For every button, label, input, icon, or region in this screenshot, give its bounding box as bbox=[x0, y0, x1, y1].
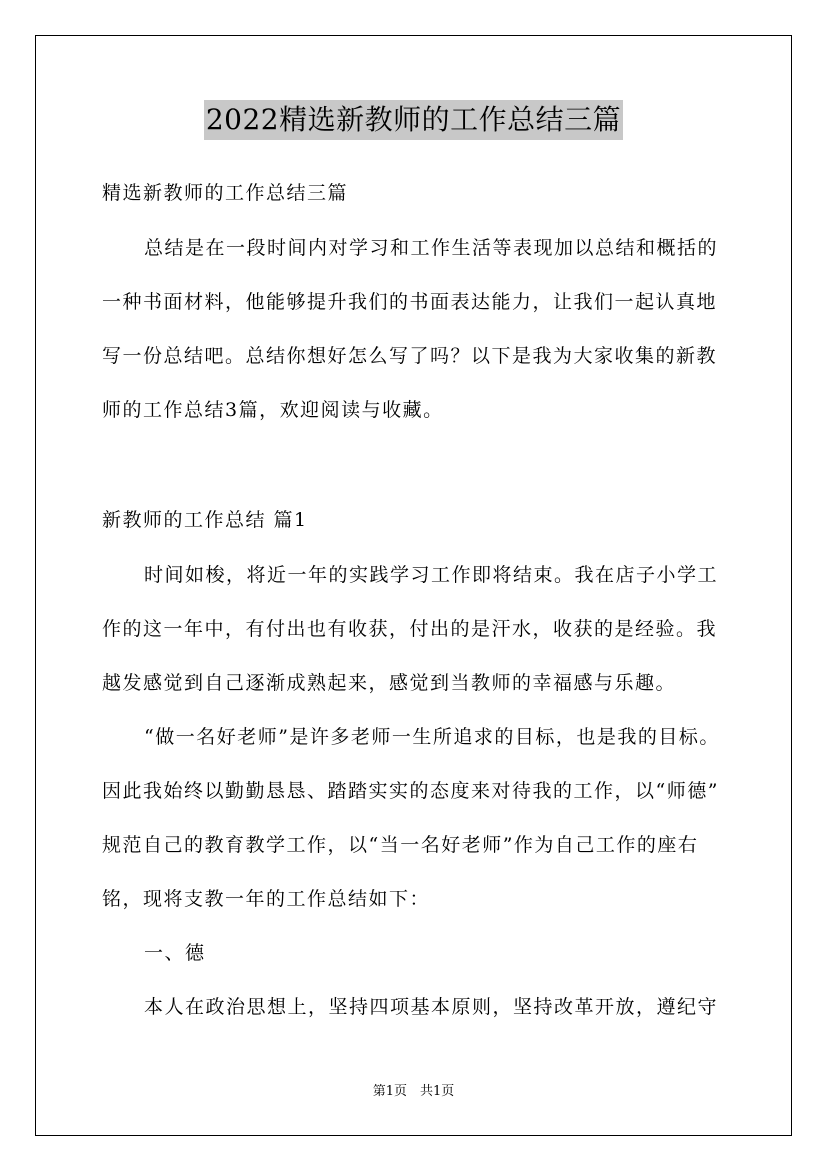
para2-line-2: 因此我始终以勤勤恳恳、踏踏实实的态度来对待我的工作，以“师德” bbox=[102, 780, 719, 802]
section-heading: 新教师的工作总结 篇1 bbox=[102, 509, 308, 531]
intro-line-3: 写一份总结吧。总结你想好怎么写了吗？以下是我为大家收集的新教 bbox=[102, 345, 718, 367]
intro-line-4: 师的工作总结3篇，欢迎阅读与收藏。 bbox=[102, 399, 444, 421]
para3-line-1: 本人在政治思想上，坚持四项基本原则，坚持改革开放，遵纪守 bbox=[144, 996, 719, 1018]
para2-line-4: 铭，现将支教一年的工作总结如下： bbox=[102, 888, 431, 910]
page-footer: 第1页 共1页 bbox=[372, 1084, 455, 1099]
intro-line-2: 一种书面材料，他能够提升我们的书面表达能力，让我们一起认真地 bbox=[102, 291, 718, 313]
para2-line-3: 规范自己的教育教学工作，以“当一名好老师”作为自己工作的座右 bbox=[102, 834, 699, 856]
intro-line-1: 总结是在一段时间内对学习和工作生活等表现加以总结和概括的 bbox=[144, 237, 719, 259]
para1-line-1: 时间如梭，将近一年的实践学习工作即将结束。我在店子小学工 bbox=[144, 564, 719, 586]
para1-line-2: 作的这一年中，有付出也有收获，付出的是汗水，收获的是经验。我 bbox=[102, 618, 718, 640]
item-heading: 一、德 bbox=[144, 942, 206, 964]
document-title: 2022精选新教师的工作总结三篇 bbox=[204, 100, 623, 140]
title-container bbox=[0, 100, 827, 140]
document-subtitle: 精选新教师的工作总结三篇 bbox=[102, 182, 349, 204]
para1-line-3: 越发感觉到自己逐渐成熟起来，感觉到当教师的幸福感与乐趣。 bbox=[102, 672, 677, 694]
para2-line-1: “做一名好老师”是许多老师一生所追求的目标，也是我的目标。 bbox=[144, 726, 720, 748]
